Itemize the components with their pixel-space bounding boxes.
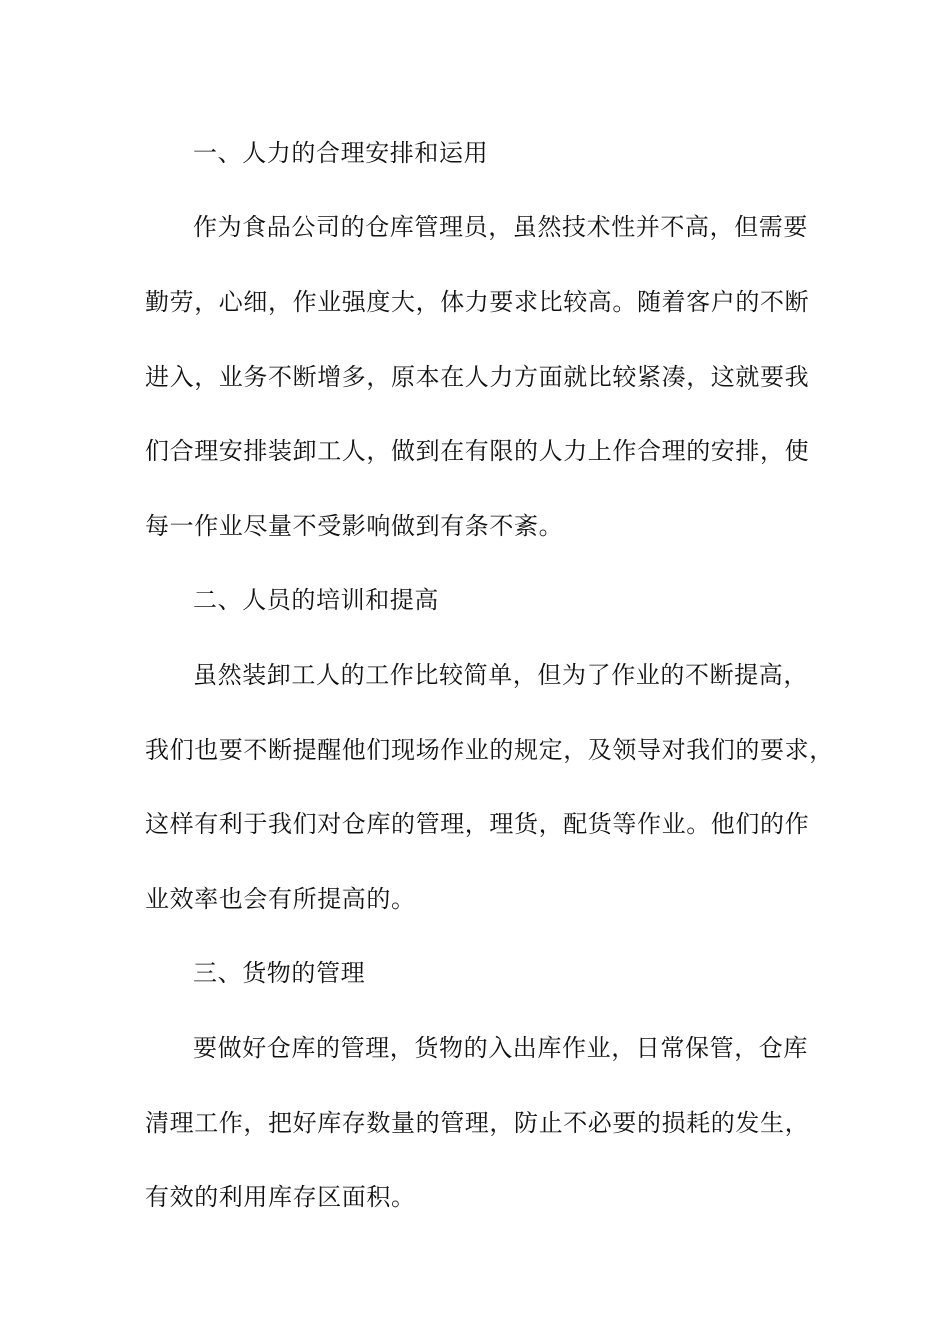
paragraph-line: 有效的利用库存区面积。 xyxy=(145,1183,416,1211)
paragraph-line: 我们也要不断提醒他们现场作业的规定，及领导对我们的要求， xyxy=(145,736,834,764)
paragraph-line: 每一作业尽量不受影响做到有条不紊。 xyxy=(145,512,564,540)
section-heading-1: 一、人力的合理安排和运用 xyxy=(193,139,489,167)
paragraph-line: 虽然装卸工人的工作比较简单，但为了作业的不断提高， xyxy=(193,661,808,689)
paragraph-line: 要做好仓库的管理，货物的入出库作业，日常保管，仓库 xyxy=(193,1034,808,1062)
paragraph-line: 清理工作，把好库存数量的管理，防止不必要的损耗的发生， xyxy=(145,1109,810,1137)
paragraph-line: 业效率也会有所提高的。 xyxy=(145,885,416,913)
paragraph-line: 这样有利于我们对仓库的管理，理货，配货等作业。他们的作 xyxy=(145,810,810,838)
paragraph-line: 进入，业务不断增多，原本在人力方面就比较紧凑，这就要我 xyxy=(145,363,810,391)
paragraph-line: 勤劳，心细，作业强度大，体力要求比较高。随着客户的不断 xyxy=(145,288,810,316)
paragraph-line: 作为食品公司的仓库管理员，虽然技术性并不高，但需要 xyxy=(193,213,808,241)
section-heading-2: 二、人员的培训和提高 xyxy=(193,586,439,614)
paragraph-line: 们合理安排装卸工人，做到在有限的人力上作合理的安排，使 xyxy=(145,437,810,465)
section-heading-3: 三、货物的管理 xyxy=(193,959,366,987)
